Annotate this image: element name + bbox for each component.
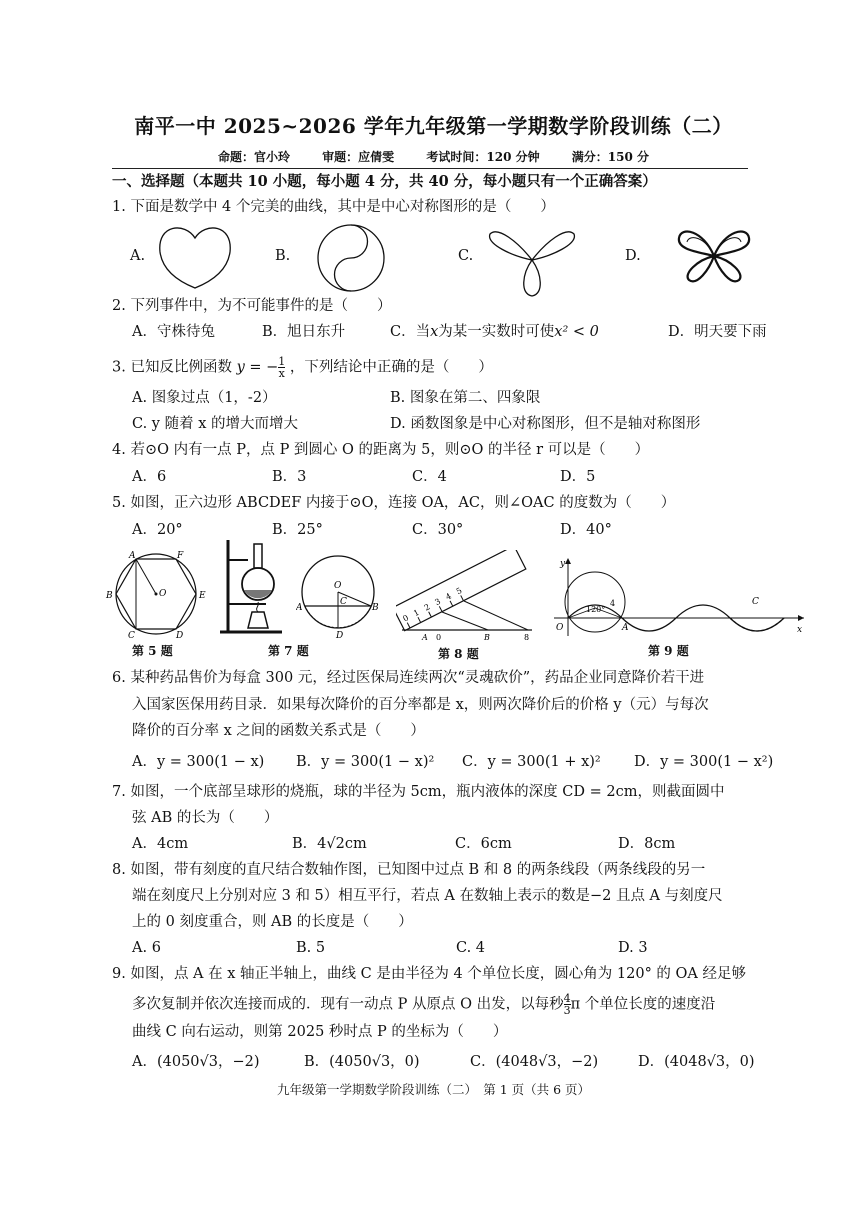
heart-curve-figure	[155, 222, 235, 292]
q6-option-d: D．y = 300(1 − x²)	[634, 754, 774, 770]
section-heading: 一、选择题（本题共 10 小题，每小题 4 分，共 40 分，每小题只有一个正确答案）	[112, 173, 657, 190]
svg-text:E: E	[199, 591, 206, 601]
q8-option-b: B. 5	[296, 940, 326, 956]
q1-stem: 1. 下面是数学中 4 个完美的曲线，其中是中心对称图形的是（ ）	[112, 199, 555, 215]
figure-5-caption: 第 5 题	[132, 644, 173, 658]
q1-option-c: C.	[458, 248, 474, 264]
svg-text:D: D	[336, 631, 344, 638]
q3-option-c: C. y 随着 x 的增大而增大	[132, 416, 298, 432]
arc-curve-figure	[552, 556, 808, 640]
q3-option-d: D. 函数图象是中心对称图形，但不是轴对称图形	[390, 416, 701, 432]
page-title: 南平一中 2025~2026 学年九年级第一学期数学阶段训练（二）	[134, 114, 733, 138]
q3-option-b: B. 图象在第二、四象限	[390, 390, 541, 406]
svg-text:0: 0	[436, 633, 442, 640]
q9-option-a: A．(4050√3，−2)	[132, 1054, 260, 1070]
figure-9-caption: 第 9 题	[648, 644, 689, 658]
q8-line-1: 8. 如图，带有刻度的直尺结合数轴作图，已知图中过点 B 和 8 的两条线段（两条线段的另一	[112, 862, 706, 878]
svg-text:O: O	[334, 581, 342, 591]
q5-stem: 5. 如图，正六边形 ABCDEF 内接于⊙O，连接 OA，AC，则∠OAC 的度数为（ ）	[112, 495, 676, 511]
q6-line-2: 入国家医保用药目录．如果每次降价的百分率都是 x，则两次降价后的价格 y（元）与每次	[132, 697, 709, 713]
svg-text:120°: 120°	[586, 605, 606, 614]
yin-yang-figure	[315, 222, 387, 294]
q7-option-b: B．4√2cm	[292, 836, 367, 852]
q4-option-c: C．4	[412, 469, 447, 485]
q9-option-c: C．(4048√3，−2)	[470, 1054, 599, 1070]
q4-option-a: A．6	[132, 469, 167, 485]
svg-text:1: 1	[412, 607, 421, 619]
q2-option-a: A．守株待兔	[132, 324, 215, 340]
q3-fraction: $\frac{1}{x}$	[278, 355, 286, 380]
q1-option-a: A.	[130, 248, 146, 264]
page-footer: 九年级第一学期数学阶段训练（二） 第 1 页（共 6 页）	[276, 1082, 591, 1097]
svg-text:4: 4	[444, 591, 453, 602]
q5-option-a: A．20°	[132, 522, 183, 538]
q9-option-d: D．(4048√3，0)	[638, 1054, 755, 1070]
q6-option-a: A．y = 300(1 − x)	[132, 754, 265, 770]
q4-option-d: D．5	[560, 469, 596, 485]
svg-text:0: 0	[401, 613, 411, 624]
q4-option-b: B．3	[272, 469, 307, 485]
q4-stem: 4. 若⊙O 内有一点 P，点 P 到圆心 O 的距离为 5，则⊙O 的半径 r 可以是（ ）	[112, 442, 650, 458]
q7-option-a: A．4cm	[132, 836, 189, 852]
hexagon-in-circle-figure	[104, 550, 214, 640]
svg-text:8: 8	[524, 633, 530, 640]
svg-text:x: x	[797, 625, 803, 635]
svg-text:B: B	[484, 633, 490, 640]
svg-text:B: B	[106, 591, 113, 601]
flask-apparatus-figure	[218, 538, 286, 638]
svg-text:C: C	[340, 597, 347, 607]
svg-text:A: A	[422, 633, 428, 640]
proposer: 命题：官小玲	[217, 150, 290, 164]
q8-line-2: 端在刻度尺上分别对应 3 和 5）相互平行，若点 A 在数轴上表示的数是−2 且点 A 与刻度尺	[132, 888, 723, 904]
svg-text:B: B	[372, 603, 379, 613]
q2-option-d: D．明天要下雨	[668, 324, 767, 340]
svg-text:O: O	[556, 623, 564, 633]
svg-text:5: 5	[454, 585, 464, 597]
q7-option-d: D．8cm	[618, 836, 676, 852]
q8-line-3: 上的 0 刻度重合，则 AB 的长度是（ ）	[132, 914, 413, 930]
q6-option-b: B．y = 300(1 − x)²	[296, 754, 435, 770]
ruler-number-line-figure	[396, 550, 536, 640]
figure-7-caption: 第 7 题	[268, 644, 309, 658]
exam-meta	[0, 148, 867, 165]
q7-line-1: 7. 如图，一个底部呈球形的烧瓶，球的半径为 5cm，瓶内液体的深度 CD = 2cm，则截面圆中	[112, 784, 725, 800]
svg-text:F: F	[177, 551, 184, 561]
svg-text:A: A	[129, 551, 136, 561]
exam-time: 考试时间：120 分钟	[426, 150, 540, 164]
q7-line-2: 弦 AB 的长为（ ）	[132, 810, 279, 826]
three-petal-curve-figure	[488, 222, 576, 298]
svg-text:2: 2	[422, 602, 432, 613]
q9-line-1: 9. 如图，点 A 在 x 轴正半轴上，曲线 C 是由半径为 4 个单位长度，圆心角为 120° 的 OA 经足够	[112, 966, 747, 982]
svg-text:A: A	[622, 623, 629, 633]
svg-text:C: C	[128, 631, 135, 640]
svg-text:O: O	[159, 589, 167, 599]
q6-line-3: 降价的百分率 x 之间的函数关系式是（ ）	[132, 723, 425, 739]
q3-stem: 3. 已知反比例函数 y = − $\frac{1}{x}$ ，下列结论中正确的是（ ）	[112, 355, 493, 380]
q8-option-d: D. 3	[618, 940, 648, 956]
reviewer: 审题：应倩雯	[322, 150, 395, 164]
q2-stem: 2. 下列事件中，为不可能事件的是（ ）	[112, 298, 392, 314]
svg-text:C: C	[752, 597, 759, 607]
q1-option-d: D.	[625, 248, 641, 264]
butterfly-curve-figure	[675, 226, 753, 286]
q8-option-c: C. 4	[456, 940, 486, 956]
q6-line-1: 6. 某种药品售价为每盒 300 元，经过医保局连续两次“灵魂砍价”，药品企业同意降价若干进	[112, 670, 705, 686]
q7-option-c: C．6cm	[455, 836, 512, 852]
svg-text:D: D	[176, 631, 184, 640]
q9-option-b: B．(4050√3，0)	[304, 1054, 420, 1070]
svg-text:A: A	[296, 603, 303, 613]
svg-text:3: 3	[433, 596, 443, 608]
svg-text:y: y	[560, 559, 566, 569]
q5-option-d: D．40°	[560, 522, 612, 538]
q5-option-b: B．25°	[272, 522, 323, 538]
q6-option-c: C．y = 300(1 + x)²	[462, 754, 601, 770]
figure-8-caption: 第 8 题	[438, 647, 479, 661]
svg-text:4: 4	[610, 599, 616, 608]
q9-line-2: 多次复制并依次连接而成的．现有一动点 P 从原点 O 出发，以每秒 $\frac{4}{3}$ π 个单位长度的速度沿	[132, 992, 716, 1017]
q3-option-a: A. 图象过点（1，-2）	[132, 390, 277, 406]
divider	[112, 168, 748, 169]
sphere-chord-figure	[296, 552, 380, 638]
q1-option-b: B.	[275, 248, 291, 264]
q9-fraction: $\frac{4}{3}$	[563, 992, 571, 1017]
q9-line-3: 曲线 C 向右运动，则第 2025 秒时点 P 的坐标为（ ）	[132, 1024, 508, 1040]
q5-option-c: C．30°	[412, 522, 464, 538]
q2-option-b: B．旭日东升	[262, 324, 346, 340]
q8-option-a: A. 6	[132, 940, 161, 956]
q2-option-c: C．当x为某一实数时可使x² < 0	[390, 324, 599, 340]
full-score: 满分：150 分	[571, 150, 650, 164]
